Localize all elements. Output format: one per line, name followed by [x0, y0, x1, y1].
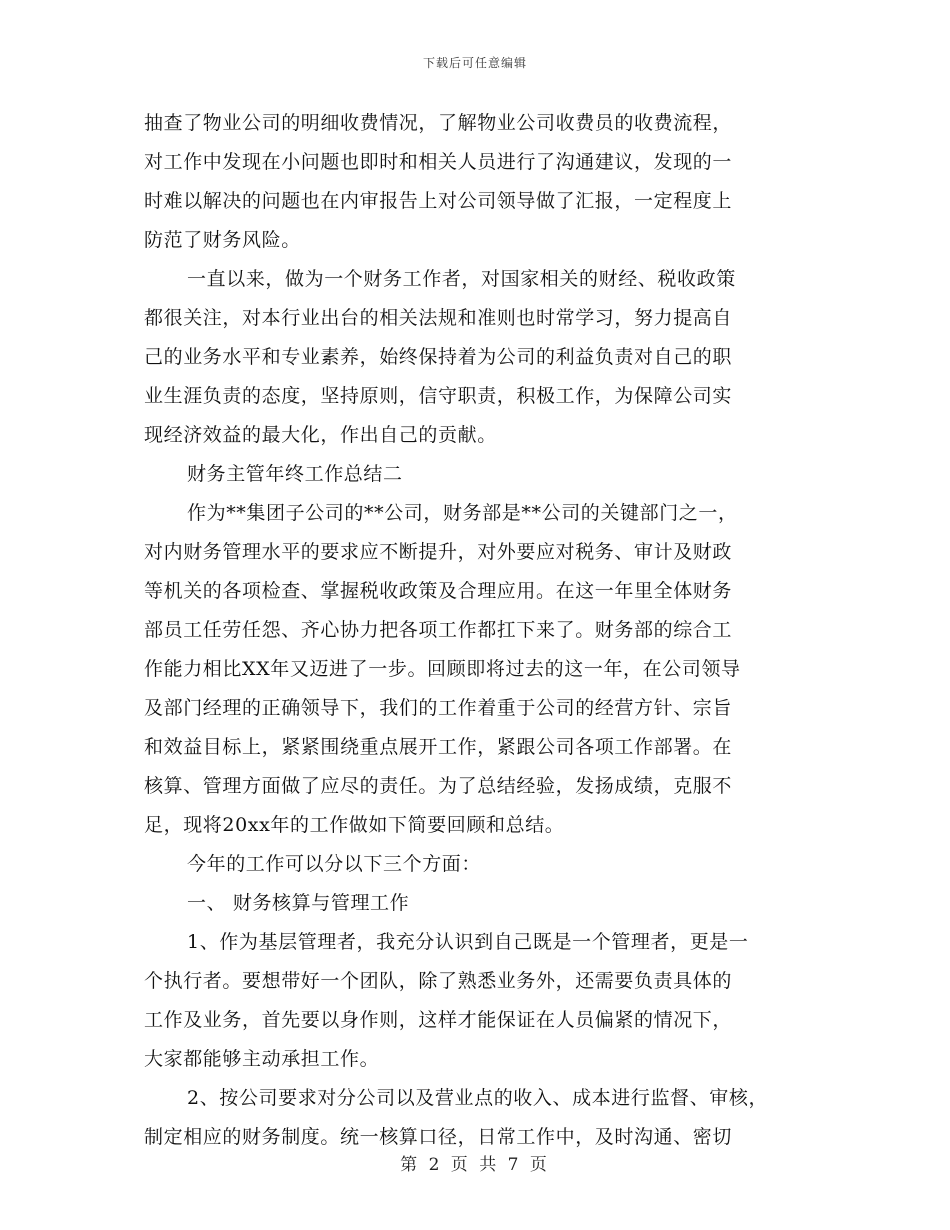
- text-line: 足，现将20xx年的工作做如下简要回顾和总结。: [144, 814, 565, 836]
- text-line: 己的业务水平和专业素养，始终保持着为公司的利益负责对自己的职: [144, 346, 733, 368]
- text-line: 对内财务管理水平的要求应不断提升，对外要应对税务、审计及财政: [144, 541, 733, 563]
- text-line: 1、作为基层管理者，我充分认识到自己既是一个管理者，更是一: [187, 931, 749, 953]
- page-number: 第 2 页 共 7 页: [400, 1155, 550, 1175]
- text-line: 对工作中发现在小问题也即时和相关人员进行了沟通建议，发现的一: [144, 151, 733, 173]
- section-heading: 财务主管年终工作总结二: [187, 463, 403, 485]
- text-line: 业生涯负责的态度，坚持原则，信守职责，积极工作，为保障公司实: [144, 385, 733, 407]
- text-line: 核算、管理方面做了应尽的责任。为了总结经验，发扬成绩，克服不: [144, 775, 733, 797]
- document-body: [144, 104, 844, 1157]
- text-line: 今年的工作可以分以下三个方面：: [187, 853, 482, 875]
- text-line: 抽查了物业公司的明细收费情况，了解物业公司收费员的收费流程，: [144, 112, 733, 134]
- text-line: 和效益目标上，紧紧围绕重点展开工作，紧跟公司各项工作部署。在: [144, 736, 733, 758]
- text-line: 时难以解决的问题也在内审报告上对公司领导做了汇报，一定程度上: [144, 190, 733, 212]
- text-line: 一直以来，做为一个财务工作者，对国家相关的财经、税收政策: [187, 268, 736, 290]
- text-line: 制定相应的财务制度。统一核算口径，日常工作中，及时沟通、密切: [144, 1126, 733, 1148]
- subsection-heading: 一、 财务核算与管理工作: [187, 892, 410, 914]
- text-line: 等机关的各项检查、掌握税收政策及合理应用。在这一年里全体财务: [144, 580, 733, 602]
- text-line: 都很关注，对本行业出台的相关法规和准则也时常学习，努力提高自: [144, 307, 733, 329]
- text-line: 防范了财务风险。: [144, 229, 301, 251]
- text-line: 作能力相比XX年又迈进了一步。回顾即将过去的这一年，在公司领导: [144, 658, 741, 680]
- text-line: 个执行者。要想带好一个团队，除了熟悉业务外，还需要负责具体的: [144, 970, 733, 992]
- text-line: 作为**集团子公司的**公司，财务部是**公司的关键部门之一，: [187, 502, 738, 524]
- text-line: 及部门经理的正确领导下，我们的工作着重于公司的经营方针、宗旨: [144, 697, 733, 719]
- header-note: 下载后可任意编辑: [422, 56, 527, 70]
- text-line: 工作及业务，首先要以身作则，这样才能保证在人员偏紧的情况下，: [144, 1009, 733, 1031]
- text-line: 现经济效益的最大化，作出自己的贡献。: [144, 424, 497, 446]
- text-line: 部员工任劳任怨、齐心协力把各项工作都扛下来了。财务部的综合工: [144, 619, 733, 641]
- text-line: 大家都能够主动承担工作。: [144, 1048, 380, 1070]
- text-line: 2、按公司要求对分公司以及营业点的收入、成本进行监督、审核，: [187, 1087, 769, 1109]
